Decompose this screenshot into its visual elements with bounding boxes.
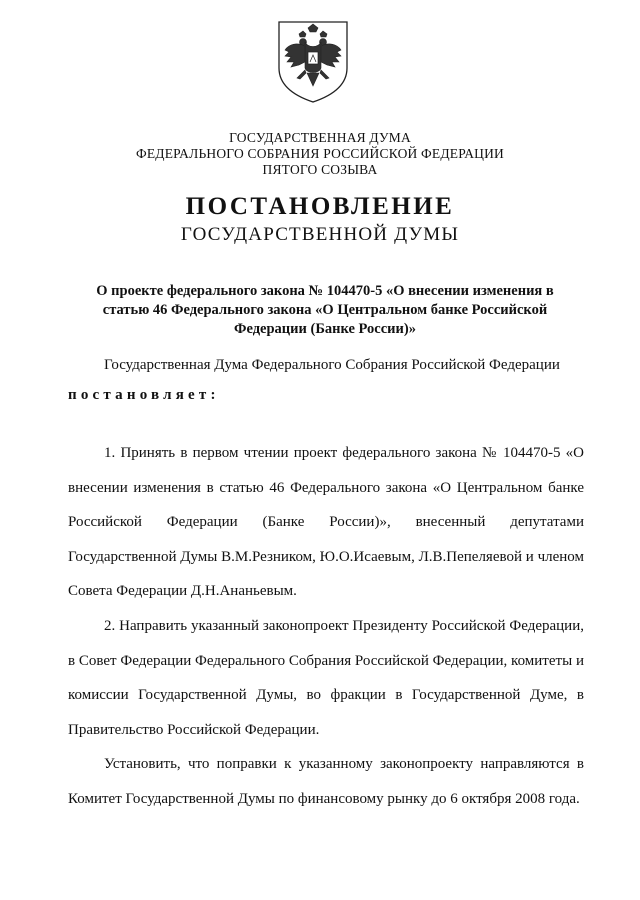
preamble: Государственная Дума Федерального Собрания Российской Федерации	[104, 357, 560, 373]
header-line-1: ГОСУДАРСТВЕННАЯ ДУМА	[229, 130, 411, 145]
document-subtitle: ГОСУДАРСТВЕННОЙ ДУМЫ	[180, 224, 460, 245]
item-2-paragraph: 2. Направить указанный законопроект Президенту Российской Федерации, в Совет Федерации Федерального Собрания Российской Федерации, комитеты и комиссии Государственной Думы, во фракции в Государственной Думе, в Правительство Российской Федерации.	[68, 618, 584, 738]
coat-of-arms-emblem	[275, 18, 351, 104]
issuer-header	[0, 130, 640, 178]
document-title: ПОСТАНОВЛЕНИЕ	[185, 193, 455, 220]
decree-word: постановляет:	[68, 387, 220, 403]
header-line-2: ФЕДЕРАЛЬНОГО СОБРАНИЯ РОССИЙСКОЙ ФЕДЕРАЦИИ	[136, 146, 504, 161]
item-1-paragraph: 1. Принять в первом чтении проект федерального закона № 104470-5 «О внесении изменения в статью 46 Федерального закона «О Центральном банке Российской Федерации (Банке России)», внесенный депутатами Государственной Думы В.М.Резником, Ю.О.Исаевым, Л.В.Пепеляевой и членом Совета Федерации Д.Н.Ананьевым.	[68, 445, 584, 599]
document-subject: О проекте федерального закона № 104470-5 «О внесении изменения в статью 46 Федерального закона «О Центральном банке Российской Федерации (Банке России)»	[96, 283, 554, 337]
header-line-3: ПЯТОГО СОЗЫВА	[262, 162, 378, 177]
amendments-deadline-paragraph: Установить, что поправки к указанному законопроекту направляются в Комитет Государственной Думы по финансовому рынку до 6 октября 2008 года.	[68, 756, 584, 807]
